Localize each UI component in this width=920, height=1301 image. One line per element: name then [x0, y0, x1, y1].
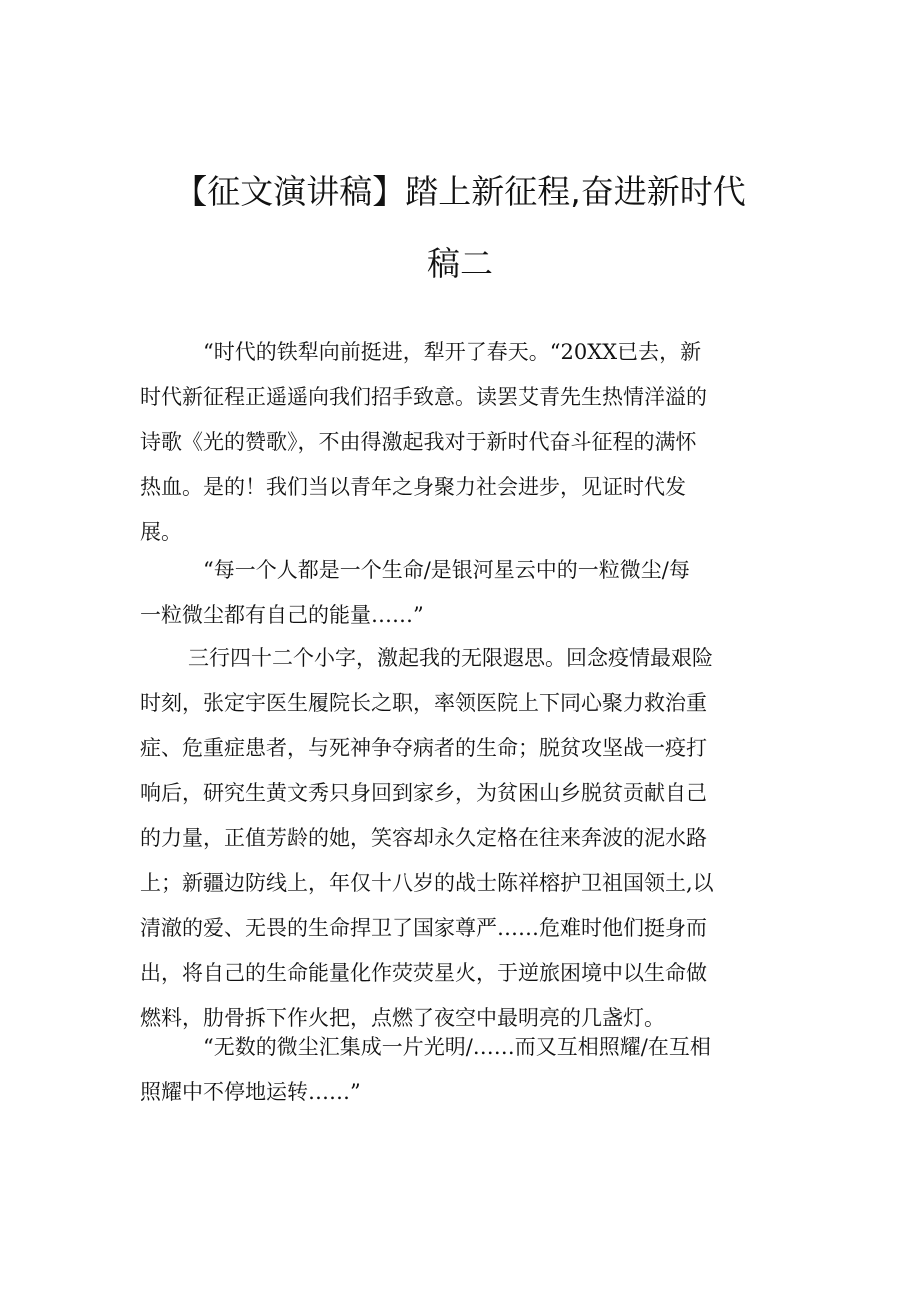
paragraph-line: “每一个人都是一个生命/是银河星云中的一粒微尘/每 — [203, 558, 690, 582]
paragraph-2 — [140, 548, 780, 638]
paragraph-line: 照耀中不停地运转……” — [140, 1080, 361, 1104]
document-title-line-1: 【征文演讲稿】踏上新征程,奋进新时代 — [174, 172, 746, 211]
paragraph-line: 的力量，正值芳龄的她，笑容却永久定格在往来奔波的泥水路 — [140, 826, 707, 850]
paragraph-line: “时代的铁犁向前挺进，犁开了春天。“20XX已去，新 — [203, 340, 702, 364]
paragraph-line: 响后，研究生黄文秀只身回到家乡，为贫困山乡脱贫贡献自己 — [140, 781, 707, 805]
paragraph-4 — [140, 1025, 780, 1115]
paragraph-line: 展。 — [140, 520, 182, 544]
paragraph-line: 热血。是的！我们当以青年之身聚力社会进步，见证时代发 — [140, 475, 686, 499]
document-title-line-2: 稿二 — [427, 244, 493, 283]
paragraph-line: 时刻，张定宇医生履院长之职，率领医院上下同心聚力救治重 — [140, 691, 707, 715]
paragraph-line: 燃料，肋骨拆下作火把，点燃了夜空中最明亮的几盏灯。 — [140, 1006, 665, 1030]
paragraph-line: 清澈的爱、无畏的生命捍卫了国家尊严……危难时他们挺身而 — [140, 916, 707, 940]
paragraph-line: “无数的微尘汇集成一片光明/……而又互相照耀/在互相 — [203, 1035, 711, 1059]
paragraph-line: 一粒微尘都有自己的能量……” — [140, 603, 424, 627]
paragraph-line: 时代新征程正遥遥向我们招手致意。读罢艾青先生热情洋溢的 — [140, 385, 707, 409]
paragraph-line: 出，将自己的生命能量化作荧荧星火，于逆旅困境中以生命做 — [140, 961, 707, 985]
paragraph-line: 上；新疆边防线上，年仅十八岁的战士陈祥榕护卫祖国领土,以 — [140, 871, 714, 895]
paragraph-1 — [140, 330, 780, 555]
paragraph-3 — [140, 636, 780, 1041]
paragraph-line: 症、危重症患者，与死神争夺病者的生命；脱贫攻坚战一疫打 — [140, 736, 707, 760]
paragraph-line: 三行四十二个小字，激起我的无限遐思。回念疫情最艰险 — [188, 646, 713, 670]
paragraph-line: 诗歌《光的赞歌》，不由得激起我对于新时代奋斗征程的满怀 — [140, 430, 697, 454]
